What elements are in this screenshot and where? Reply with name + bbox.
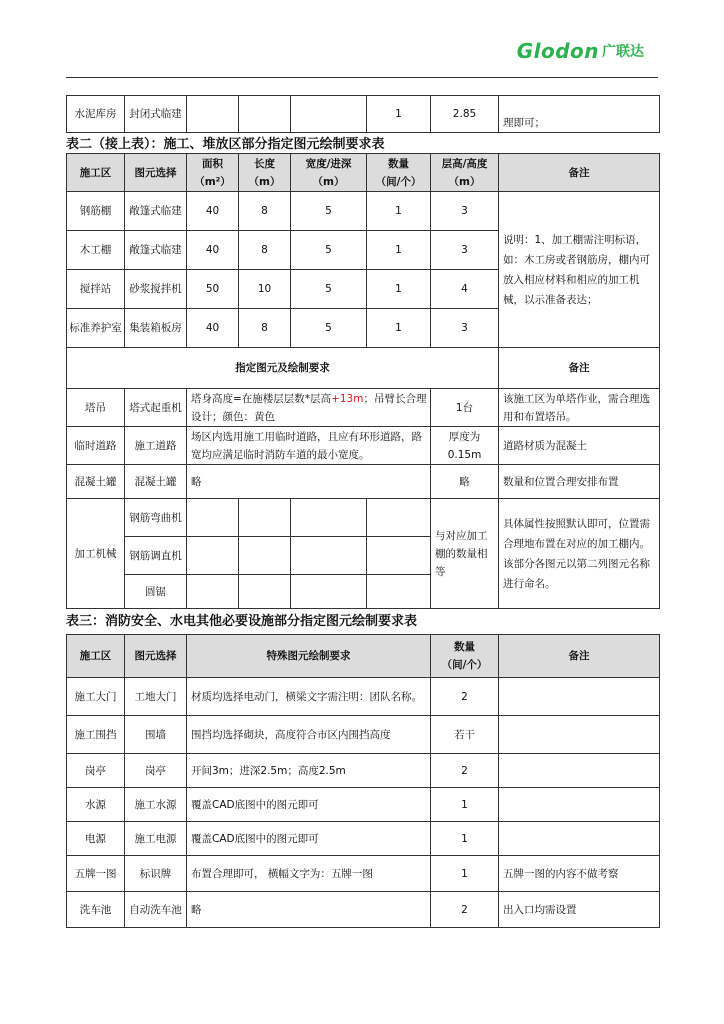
glodon-logo (517, 40, 644, 62)
area-cell: 木工棚 (67, 231, 125, 270)
remark-cell (499, 716, 660, 754)
remark-cell (499, 678, 660, 716)
remark-cell: 具体属性按照默认即可，位置需合理地布置在对应的加工棚内。该部分各图元以第二列图元名称进行命名。 (499, 499, 660, 609)
remark-cell: 道路材质为混凝土 (499, 427, 660, 465)
area-cell: 混凝土罐 (67, 465, 125, 499)
width-cell: 5 (291, 270, 367, 309)
count-cell: 2 (431, 892, 499, 928)
length-cell: 8 (239, 231, 291, 270)
section-header-row (67, 348, 660, 389)
element-cell: 自动洗车池 (125, 892, 187, 928)
table3-title: 表三：消防安全、水电其他必要设施部分指定图元绘制要求表 (66, 614, 418, 629)
area-cell: 施工大门 (67, 678, 125, 716)
length-cell: 8 (239, 309, 291, 348)
remark-note: 说明：1、加工棚需注明标语，如：木工房或者钢筋房，棚内可放入相应材料和相应的加工机械，以示准备表达； (499, 192, 660, 348)
element-cell: 封闭式临建 (125, 96, 187, 133)
element-cell: 集装箱板房 (125, 309, 187, 348)
requirement-cell: 覆盖CAD底图中的图元即可 (187, 822, 431, 856)
requirement-cell: 场区内选用施工用临时道路，且应有环形道路，路宽均应满足临时消防车道的最小宽度。 (187, 427, 431, 465)
table-row (67, 192, 660, 231)
count-cell: 1台 (431, 389, 499, 427)
size-cell: 40 (187, 231, 239, 270)
height-cell: 3 (431, 231, 499, 270)
width-cell: 5 (291, 192, 367, 231)
element-cell: 敞篷式临建 (125, 192, 187, 231)
area-cell: 标准养护室 (67, 309, 125, 348)
requirement-cell: 覆盖CAD底图中的图元即可 (187, 788, 431, 822)
table-row (67, 96, 660, 133)
requirement-cell: 开间3m；进深2.5m；高度2.5m (187, 754, 431, 788)
remark-cell (499, 754, 660, 788)
logo-text-cn: 广联达 (602, 44, 644, 60)
area-cell: 施工围挡 (67, 716, 125, 754)
count-cell: 若干 (431, 716, 499, 754)
area-cell: 临时道路 (67, 427, 125, 465)
logo-text-en: Glodon (516, 39, 599, 63)
col-header-area: 施工区 (67, 154, 125, 192)
width-cell: 5 (291, 309, 367, 348)
count-cell: 1 (367, 96, 431, 133)
width-cell: 5 (291, 231, 367, 270)
element-cell: 混凝土罐 (125, 465, 187, 499)
size-cell: 40 (187, 192, 239, 231)
element-cell: 围墙 (125, 716, 187, 754)
col-header-width: 宽度/进深 （m） (291, 154, 367, 192)
col-header-count: 数量 （间/个） (367, 154, 431, 192)
table-row (67, 788, 660, 822)
table-row (67, 892, 660, 928)
table-row (67, 754, 660, 788)
count-cell: 2 (431, 678, 499, 716)
count-cell: 与对应加工棚的数量相等 (431, 499, 499, 609)
height-cell: 3 (431, 192, 499, 231)
length-cell: 10 (239, 270, 291, 309)
col-header-area: 施工区 (67, 635, 125, 678)
count-cell: 2 (431, 754, 499, 788)
col-header-element: 图元选择 (125, 154, 187, 192)
table-row (67, 389, 660, 427)
requirement-cell: 塔身高度=在施楼层层数*层高+13m；吊臂长合理设计；颜色：黄色 (187, 389, 431, 427)
element-cell: 圆锯 (125, 575, 187, 609)
element-cell: 砂浆搅拌机 (125, 270, 187, 309)
count-cell: 1 (367, 231, 431, 270)
element-cell: 钢筋弯曲机 (125, 499, 187, 537)
table2-title: 表二（接上表）：施工、堆放区部分指定图元绘制要求表 (66, 137, 385, 152)
requirement-cell: 略 (187, 892, 431, 928)
area-cell: 水泥库房 (67, 96, 125, 133)
area-cell: 电源 (67, 822, 125, 856)
element-cell: 施工电源 (125, 822, 187, 856)
element-cell: 塔式起重机 (125, 389, 187, 427)
area-cell: 水源 (67, 788, 125, 822)
table-header-row (67, 635, 660, 678)
remark-cell: 该施工区为单塔作业，需合理选用和布置塔吊。 (499, 389, 660, 427)
element-cell: 标识牌 (125, 856, 187, 892)
table-row (67, 822, 660, 856)
table-row (67, 465, 660, 499)
count-cell: 1 (367, 309, 431, 348)
col-header-height: 层高/高度 （m） (431, 154, 499, 192)
area-cell: 洗车池 (67, 892, 125, 928)
requirement-cell: 略 (187, 465, 431, 499)
remark-cell (499, 788, 660, 822)
requirement-cell: 布置合理即可， 横幅文字为：五牌一图 (187, 856, 431, 892)
area-cell: 五牌一图 (67, 856, 125, 892)
col-header-count: 数量 （间/个） (431, 635, 499, 678)
table-row (67, 427, 660, 465)
area-cell: 钢筋棚 (67, 192, 125, 231)
length-cell: 8 (239, 192, 291, 231)
element-cell: 施工道路 (125, 427, 187, 465)
remark-cell: 理即可； (499, 96, 660, 133)
height-cell: 2.85 (431, 96, 499, 133)
count-cell: 略 (431, 465, 499, 499)
size-cell: 40 (187, 309, 239, 348)
remark-cell: 出入口均需设置 (499, 892, 660, 928)
area-cell: 岗亭 (67, 754, 125, 788)
section-header: 指定图元及绘制要求 (67, 348, 499, 389)
count-cell: 1 (431, 822, 499, 856)
height-cell: 4 (431, 270, 499, 309)
element-cell: 施工水源 (125, 788, 187, 822)
table-header-row (67, 154, 660, 192)
table-row (67, 716, 660, 754)
area-cell: 加工机械 (67, 499, 125, 609)
table-row (67, 499, 660, 537)
requirement-cell: 围挡均选择砌块，高度符合市区内围挡高度 (187, 716, 431, 754)
table1-continuation (66, 95, 660, 133)
col-header-requirement: 特殊图元绘制要求 (187, 635, 431, 678)
height-cell: 3 (431, 309, 499, 348)
header-rule (66, 77, 658, 78)
col-header-remark: 备注 (499, 154, 660, 192)
count-cell: 1 (431, 788, 499, 822)
size-cell: 50 (187, 270, 239, 309)
element-cell: 敞篷式临建 (125, 231, 187, 270)
requirement-cell: 材质均选择电动门，横梁文字需注明：团队名称。 (187, 678, 431, 716)
remark-cell: 五牌一图的内容不做考察 (499, 856, 660, 892)
table2 (66, 153, 660, 609)
element-cell: 钢筋调直机 (125, 537, 187, 575)
table-row (67, 856, 660, 892)
col-header-size: 面积 （m²） (187, 154, 239, 192)
count-cell: 1 (367, 270, 431, 309)
table-row (67, 678, 660, 716)
col-header-element: 图元选择 (125, 635, 187, 678)
table3 (66, 634, 660, 928)
col-header-remark: 备注 (499, 635, 660, 678)
element-cell: 工地大门 (125, 678, 187, 716)
remark-cell (499, 822, 660, 856)
col-header-length: 长度 （m） (239, 154, 291, 192)
count-cell: 厚度为0.15m (431, 427, 499, 465)
section-remark-header: 备注 (499, 348, 660, 389)
area-cell: 搅拌站 (67, 270, 125, 309)
area-cell: 塔吊 (67, 389, 125, 427)
remark-cell: 数量和位置合理安排布置 (499, 465, 660, 499)
count-cell: 1 (431, 856, 499, 892)
count-cell: 1 (367, 192, 431, 231)
element-cell: 岗亭 (125, 754, 187, 788)
